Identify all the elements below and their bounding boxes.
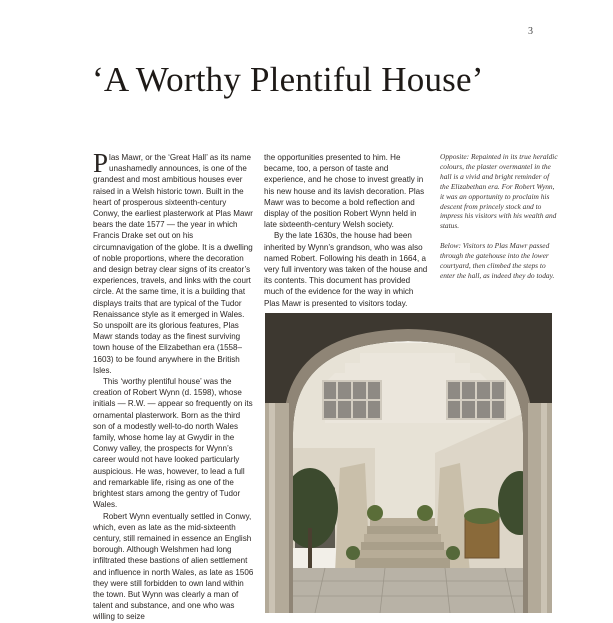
body-column-1: [93, 148, 254, 623]
paving: [265, 568, 552, 613]
caption-below: Below: Visitors to Plas Mawr passed through the gatehouse into the lower courtyard, then climbed the steps to enter the hall, as indeed they do today.: [440, 241, 555, 280]
page-title: ‘A Worthy Plentiful House’: [92, 60, 484, 99]
caption-opposite: Opposite: Repainted in its true heraldic colours, the plaster overmantel in the hall is a vivid and bright reminder of the Elizabethan era. For Robert Wynn, it was an opportunity to proclaim his descent from princely stock and to impress his visitors with his wealth and status.: [440, 152, 558, 231]
drop-cap: P: [93, 148, 109, 178]
page-number: 3: [528, 26, 533, 37]
mullioned-window-right: [447, 381, 505, 419]
pillar-right: [528, 403, 552, 613]
courtyard-illustration: [265, 313, 552, 613]
paragraph: the opportunities presented to him. He became, too, a person of taste and experience, and he chose to invest greatly in his new house and its lavish decoration. Plas Mawr was to become a bold reflection and display of the position Robert Wynn held in late sixteenth-century Welsh society.: [264, 153, 425, 230]
caption-column: [440, 152, 560, 291]
body-column-2: [264, 152, 428, 309]
paragraph: Robert Wynn eventually settled in Conwy, which, even as late as the mid-sixteenth century, still remained in essence an English borough. Although Welshmen had long infiltrated these bastions of alien settlement and influence in north Wales, as late as 1506 they were still forbidden to own land within the town. But Wynn was clearly a man of talent and substance, and one who was willing to seize: [93, 511, 254, 622]
paragraph-text: las Mawr, or the ‘Great Hall’ as its name unashamedly announces, is one of the grandest and most ambitious houses ever raised in a Welsh historic town. Built in the heart of prosperous sixteenth-century Conwy, the earliest plasterwork at Plas Mawr bears the date 1577 — the year in which Francis Drake set out on his circumnavigation of the globe. It is a dwelling of noble proportions, where the decoration and design betray clear signs of its creator’s experiences, travels, and links with the court circle. At the same time, it is a building that displays traits that are typical of the Tudor Renaissance style as it emerged in Wales. So unspoilt are its glorious features, Plas Mawr stands today as the finest surviving town house of the Elizabethan era (1558–1603) to be found anywhere in the British Isles.: [93, 153, 253, 375]
paragraph: [93, 148, 254, 376]
paragraph: By the late 1630s, the house had been inherited by Wynn’s grandson, who was also named Robert. Following his death in 1664, a very full inventory was taken of the house and its contents. This document has provided much of the evidence for the way in which Plas Mawr is presented to visitors today.: [264, 231, 428, 308]
paragraph: This ‘worthy plentiful house’ was the creation of Robert Wynn (d. 1598), whose initials — R.W. — appear so frequently on its ornamental plasterwork. Born as the third son of a modestly well-to-do north Wales family, whose home lay at Gwydir in the Conwy valley, the prospects for Wynn’s career would not have looked particularly auspicious. He was, however, to lead a full and remarkable life, rising as one of the brightest stars among the gentry of Tudor Wales.: [93, 377, 253, 510]
pillar-left: [265, 403, 289, 613]
courtyard-photo: [265, 313, 552, 613]
mullioned-window-left: [323, 381, 381, 419]
